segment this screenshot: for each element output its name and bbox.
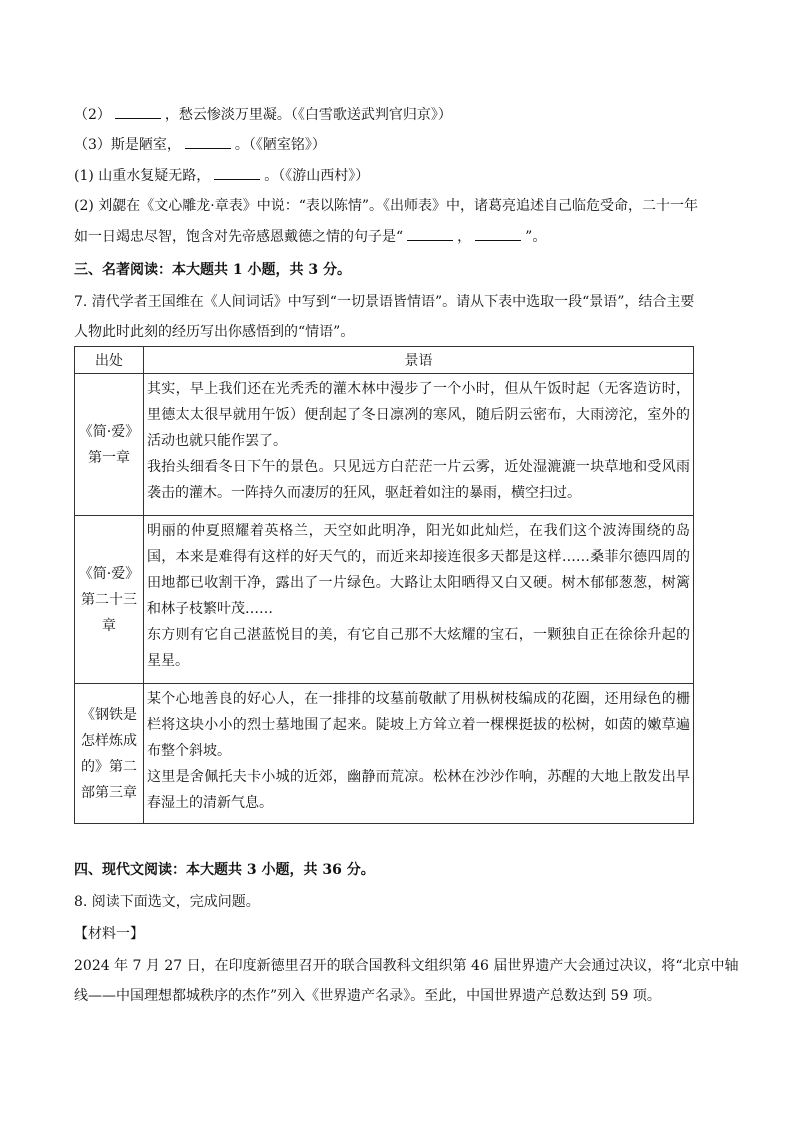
header-scenery: 景语	[144, 347, 694, 374]
item-text: 。（《陋室铭》）	[234, 137, 326, 153]
scenery-paragraph: 东方则有它自己湛蓝悦目的美，有它自己那不大炫耀的宝石，一颗独自正在徐徐升起的星星。	[147, 627, 690, 669]
item-text: ，愁云惨淡万里凝。（《白雪歌送武判官归京》）	[164, 107, 452, 123]
question-7-line2: 人物此时此刻的经历写出你感悟到的“情语”。	[74, 324, 355, 340]
answer-blank[interactable]	[115, 104, 161, 119]
row-source	[75, 374, 144, 516]
material-line1: 2024 年 7 月 27 日，在印度新德里召开的联合国教科文组织第 46 届世界遗产大会通过决议，将“北京中轴	[74, 958, 739, 974]
answer-blank[interactable]	[185, 134, 231, 149]
section-4-heading: 四、现代文阅读：本大题共 3 小题，共 36 分。	[74, 862, 375, 878]
row-source	[75, 684, 144, 824]
table-row	[75, 684, 694, 824]
question-8: 8. 阅读下面选文，完成问题。	[74, 894, 260, 910]
question-6-3	[74, 134, 724, 155]
source-text: 《简·爱》第一章	[78, 423, 140, 466]
scenery-paragraph: 明丽的仲夏照耀着英格兰，天空如此明净，阳光如此灿烂，在我们这个波涛围绕的岛国，本来是难得有这样的好天气的，而近来却接连很多天都是这样……桑菲尔德四周的田地都已收割干净，露出了一片绿色。大路让太阳晒得又白又硬。树木郁郁葱葱，树篱和林子枝繁叶茂……	[147, 523, 690, 617]
answer-blank[interactable]	[407, 226, 453, 241]
item-number: （2）	[74, 107, 111, 123]
material-label: 【材料一】	[74, 926, 144, 942]
row-scenery	[144, 684, 694, 824]
question-6-2	[74, 104, 724, 125]
table-row	[75, 374, 694, 516]
answer-blank[interactable]	[214, 165, 260, 180]
row-scenery	[144, 374, 694, 516]
item-text: （3）斯是陋室，	[74, 137, 181, 153]
item-text: 。（《游山西村》）	[264, 168, 370, 184]
answer-blank[interactable]	[475, 226, 521, 241]
scenery-table	[74, 346, 694, 824]
question-6-sub1	[74, 165, 724, 186]
item-text: ”。	[525, 229, 547, 245]
scenery-paragraph: 其实，早上我们还在光秃秃的灌木林中漫步了一个小时，但从午饭时起（无客造访时，里德太太很早就用午饭）便刮起了冬日凛冽的寒风，随后阴云密布，大雨滂沱，室外的活动也就只能作罢了。	[147, 381, 690, 449]
scenery-paragraph: 某个心地善良的好心人，在一排排的坟墓前敬献了用枞树枝编成的花圈，还用绿色的栅栏将这块小小的烈士墓地围了起来。陡坡上方耸立着一棵棵挺拔的松树，如茵的嫩草遍布整个斜坡。	[147, 691, 690, 759]
row-scenery	[144, 516, 694, 684]
item-text: 如一日竭忠尽智，饱含对先帝感恩戴德之情的句子是“	[74, 229, 404, 245]
scenery-paragraph: 我抬头细看冬日下午的景色。只见远方白茫茫一片云雾，近处湿漉漉一块草地和受风雨袭击的灌木。一阵持久而凄厉的狂风，驱赶着如注的暴雨，横空扫过。	[147, 459, 690, 501]
header-source: 出处	[75, 347, 144, 374]
section-3-heading: 三、名著阅读：本大题共 1 小题，共 3 分。	[74, 262, 351, 278]
question-6-sub2-line1: (2) 刘勰在《文心雕龙·章表》中说：“表以陈情”。《出师表》中，诸葛亮追述自己临危受命，二十一年	[74, 198, 699, 214]
table-header-row	[75, 347, 694, 374]
source-text: 《简·爱》第二十三章	[78, 565, 140, 634]
material-line2: 线——中国理想都城秩序的杰作”列入《世界遗产名录》。至此，中国世界遗产总数达到 59 项。	[74, 988, 661, 1004]
row-source	[75, 516, 144, 684]
question-7-line1: 7. 清代学者王国维在《人间词话》中写到“一切景语皆情语”。请从下表中选取一段“景语”，结合主要	[74, 294, 695, 310]
item-text: (1) 山重水复疑无路，	[74, 168, 211, 184]
scenery-paragraph: 这里是舍佩托夫卡小城的近郊，幽静而荒凉。松林在沙沙作响，苏醒的大地上散发出早春湿土的清新气息。	[147, 769, 690, 811]
source-text: 《钢铁是怎样炼成的》第二部第三章	[81, 706, 137, 801]
item-text: ，	[457, 229, 472, 245]
table-row	[75, 516, 694, 684]
question-6-sub2-line2	[74, 226, 724, 247]
